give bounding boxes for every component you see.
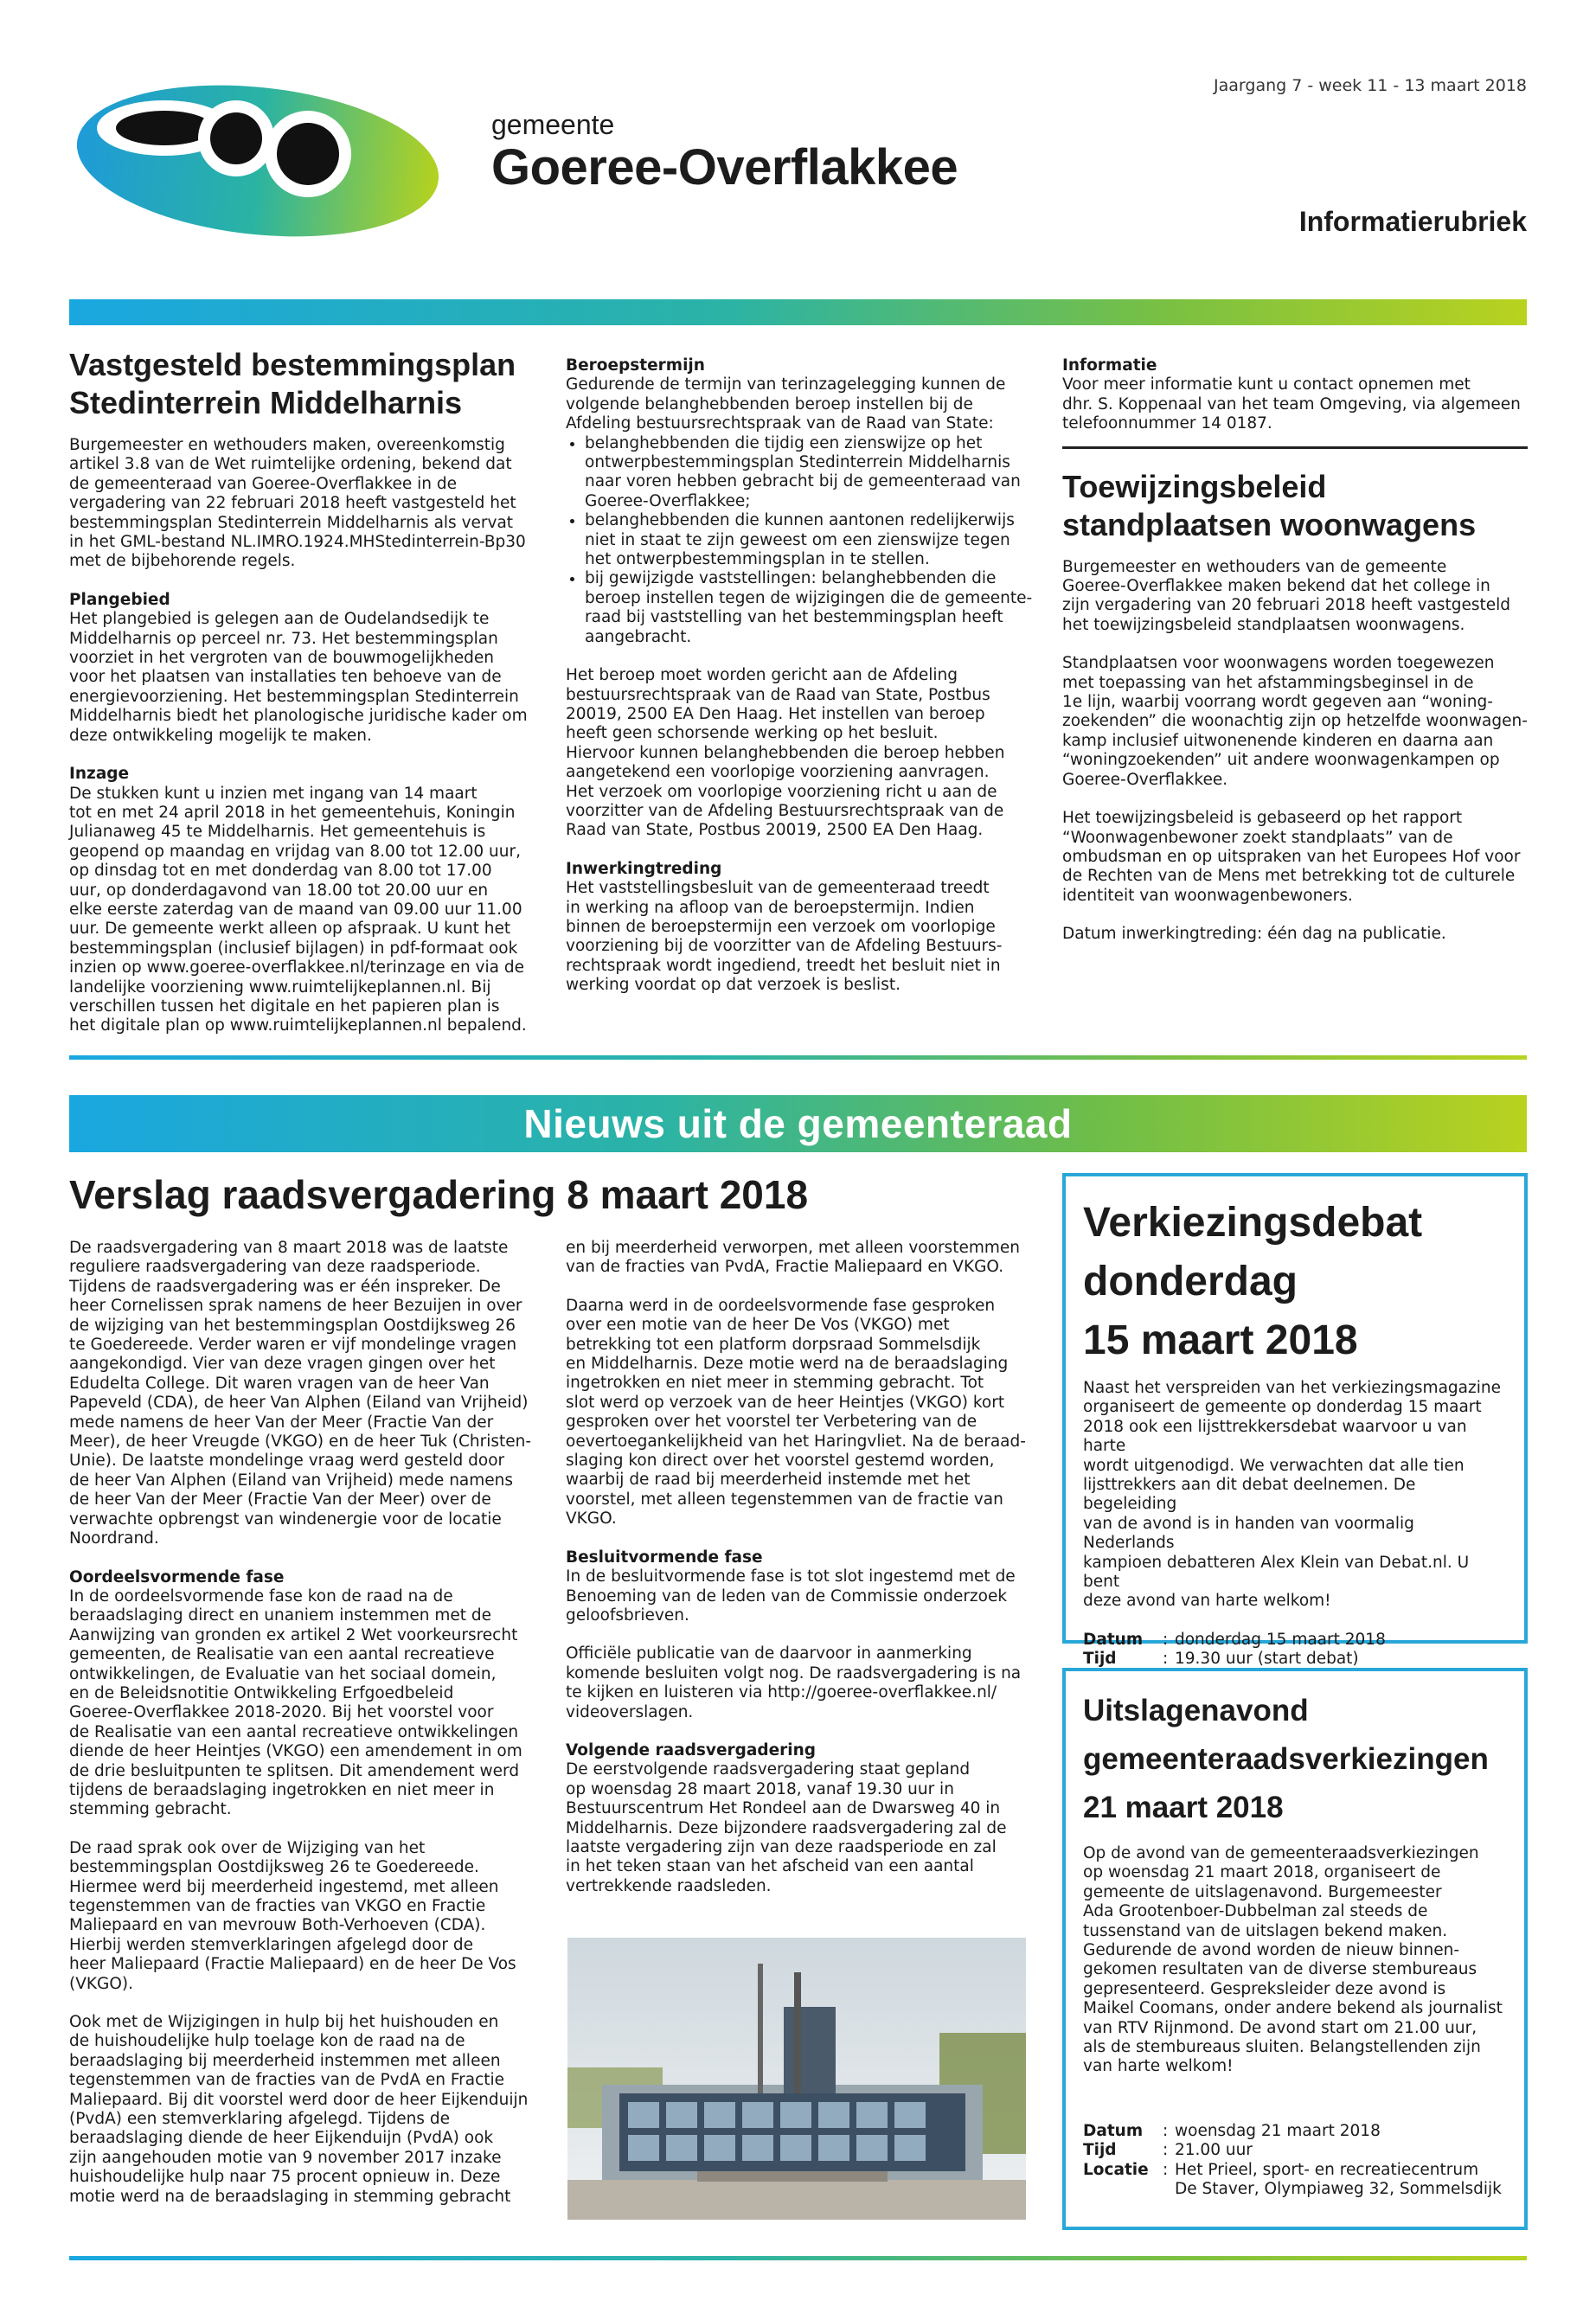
paragraph: Het plangebied is gelegen aan de Oudelandsedijk te Middelharnis op perceel nr. 73. Het bestemmingsplan voorziet in het vergroten van de bouwmogelijkheden voor het plaatsen van installaties ten behoeve van de energievoorziening. Het bestemmingsplan Stedinterrein Middelharnis biedt het planologische juridische kader om deze ontwikkeling mogelijk te maken.	[69, 610, 528, 745]
issue-info: Jaargang 7 - week 11 - 13 maart 2018	[1214, 76, 1527, 95]
detail-label: Tijd	[1083, 1650, 1117, 1669]
report-column-2	[566, 1239, 1033, 1915]
paragraph: Burgemeester en wethouders van de gemeente Goeree-Overflakkee maken bekend dat het college in zijn vergadering van 20 februari 2018 heeft vastgesteld het toewijzingsbeleid standplaatsen woonwagens.	[1062, 557, 1510, 634]
paragraph: Ook met de Wijzigingen in hulp bij het huishouden en de huishoudelijke hulp toelage kon de raad na de beraadslaging bij meerderheid instemmen met alleen tegenstemmen van de fracties van de PvdA en Fractie Maliepaard. Bij dit voorstel werd door de heer Eijkenduijn (PvdA) een stemverklaring afgelegd. Tijdens de beraadslaging diende de heer Eijkenduijn (PvdA) ook zijn aangehouden motie van 9 november 2017 inzake huishoudelijke hulp naar 75 procent opnieuw in. Deze motie werd na de beraadslaging in stemming gebracht	[69, 2013, 529, 2206]
detail-label: Datum	[1083, 2121, 1144, 2140]
detail-label: Tijd	[1083, 2141, 1117, 2160]
paragraph: De raadsvergadering van 8 maart 2018 was de laatste reguliere raadsvergadering van deze raadsperiode. Tijdens de raadsvergadering was er één inspreker. De heer Cornelissen sprak namens de heer Bezuijen in over de wijziging van het bestemmingsplan Oostdijksweg 26 te Goedereede. Verder waren er vijf mondelinge vragen aangekondigd. Vier van deze vragen gingen over het Edudelta College. Dit waren vragen van de heer Van Papeveld (CDA), de heer Van Alphen (Eiland van Vrijheid) mede namens de heer Van der Meer (Fractie Van der Meer), de heer Vreugde (VKGO) en de heer Tuk (Christen- Unie). De laatste mondelinge vraag werd gesteld door de heer Van Alphen (Eiland van Vrijheid) mede namens de heer Van der Meer (Fractie Van der Meer) over de verwachte opbrengst van windenergie voor de locatie Noordrand.	[69, 1239, 532, 1548]
results-night-box	[1062, 1668, 1528, 2230]
box-title: Uitslagenavond gemeenteraadsverkiezingen 21 maart 2018	[1083, 1694, 1489, 1824]
event-details: Datum : woensdag 21 maart 2018 Tijd : 21.00 uur Locatie : Het Prieel, sport- en recreatiecentrum De Staver, Olympiaweg 32, Sommelsdijk	[1083, 2122, 1507, 2200]
paragraph: Datum inwerkingtreding: één dag na publicatie.	[1062, 925, 1446, 944]
subheading: Informatie	[1062, 356, 1157, 375]
paragraph: Officiële publicatie van de daarvoor in aanmerking komende besluiten volgt nog. De raadsvergadering is na te kijken en luisteren via http://goeree-overflakkee.nl/ videoverslagen.	[566, 1644, 1022, 1721]
paragraph: In de besluitvormende fase is tot slot ingestemd met de Benoeming van de leden van de Commissie onderzoek geloofsbrieven.	[566, 1567, 1016, 1625]
paragraph: Gedurende de termijn van terinzagelegging kunnen de volgende belanghebbenden beroep instellen bij de Afdeling bestuursrechtspraak van de Raad van State:	[566, 375, 1006, 433]
paragraph: Standplaatsen voor woonwagens worden toegewezen met toepassing van het afstammingsbeginsel in de 1e lijn, waarbij voorrang wordt gegeven aan “woning- zoekenden” die woonachtig zijn op hetzelfde woonwagen- kamp inclusief uitwonenende kinderen en daarna aan “woningzoekenden” uit andere woonwagenkampen op Goeree-Overflakkee.	[1062, 654, 1528, 789]
org-name: Goeree-Overflakkee	[491, 139, 958, 195]
subheading: Volgende raadsvergadering	[566, 1740, 817, 1759]
top-color-band	[69, 299, 1527, 325]
paragraph: en bij meerderheid verworpen, met alleen voorstemmen van de fracties van PvdA, Fractie Maliepaard en VKGO.	[566, 1239, 1020, 1277]
subheading: Plangebied	[69, 590, 170, 609]
subheading: Beroepstermijn	[566, 356, 705, 375]
article-bestemmingsplan-cont	[566, 356, 1033, 1015]
paragraph: Burgemeester en wethouders maken, overeenkomstig artikel 3.8 van de Wet ruimtelijke ordening, bekend dat de gemeenteraad van Goeree-Overflakkee in de vergadering van 22 februari 2018 heeft vastgesteld het bestemmingsplan Stedinterrein Middelharnis als vervat in het GML-bestand NL.IMRO.1924.MHStedinterrein-Bp30 met de bijbehorende regels.	[69, 436, 526, 571]
paragraph: Het toewijzingsbeleid is gebaseerd op het rapport “Woonwagenbewoner zoekt standplaats” van de ombudsman en op uitspraken van het Europees Hof voor de Rechten van de Mens met betrekking tot de culturele identiteit van woonwagenbewoners.	[1062, 809, 1521, 905]
report-column-1	[69, 1239, 541, 2226]
paragraph: De eerstvolgende raadsvergadering staat gepland op woensdag 28 maart 2018, vanaf 19.30 uur in Bestuurscentrum Het Rondeel aan de Dwarsweg 40 in Middelharnis. Deze bijzondere raadsvergadering zal de laatste vergadering zijn van deze raadsperiode en zal in het teken staan van het afscheid van een aantal vertrekkende raadsleden.	[566, 1760, 1007, 1895]
subheading: Oordeelsvormende fase	[69, 1567, 285, 1586]
detail-value: woensdag 21 maart 2018	[1175, 2121, 1381, 2140]
paragraph: De stukken kunt u inzien met ingang van 14 maart tot en met 24 april 2018 in het gemeentehuis, Koningin Julianaweg 45 te Middelharnis. Het gemeentehuis is geopend op maandag en vrijdag van 8.00 tot 12.00 uur, op dinsdag tot en met donderdag van 8.00 tot 17.00 uur, op donderdagavond van 18.00 tot 20.00 uur en elke eerste zaterdag van de maand van 09.00 uur 11.00 uur. De gemeente werkt alleen op afspraak. U kunt het bestemmingsplan (inclusief bijlagen) in pdf-formaat ook inzien op www.goeree-overflakkee.nl/terinzage en via de landelijke voorziening www.ruimtelijkeplannen.nl. Bij verschillen tussen het digitale en het papieren plan is het digitale plan op www.ruimtelijkeplannen.nl bepalend.	[69, 784, 527, 1035]
paragraph: Het vaststellingsbesluit van de gemeenteraad treedt in werking na afloop van de beroepstermijn. Indien binnen de beroepstermijn een verzoek om voorlopige voorziening bij de voorzitter van de Afdeling Bestuurs- rechtspraak wordt ingediend, treedt het besluit niet in werking voordat op dat verzoek is beslist.	[566, 879, 1003, 995]
bullet-list	[566, 434, 1033, 647]
section-label: Informatierubriek	[1298, 206, 1527, 237]
subheading: Inzage	[69, 765, 130, 784]
town-hall-photo	[567, 1938, 1026, 2220]
subheading: Besluitvormende fase	[566, 1548, 763, 1567]
section-divider	[69, 1055, 1527, 1060]
detail-value: donderdag 15 maart 2018	[1175, 1630, 1386, 1649]
article-bestemmingsplan	[69, 346, 536, 1055]
paragraph: Naast het verspreiden van het verkiezingsmagazine organiseert de gemeente op donderdag 15 maart 2018 ook een lijsttrekkersdebat waarvoor u van harte wordt uitgenodigd. We verwachten dat alle tien lijsttrekkers aan dit debat deelnemen. De begeleiding van de avond is in handen van voormalig Nederlands kampioen debatteren Alex Klein van Debat.nl. U bent deze avond van harte welkom!	[1083, 1379, 1501, 1611]
list-item: • bij gewijzigde vaststellingen: belanghebbenden die beroep instellen tegen de wijzigingen die de gemeente- raad bij vaststelling van het bestemmingsplan heeft aangebracht.	[585, 569, 1033, 647]
article-title: Vastgesteld bestemmingsplan Stedinterrein Middelharnis	[69, 347, 516, 420]
report-title: Verslag raadsvergadering 8 maart 2018	[69, 1172, 809, 1217]
box-title: Verkiezingsdebat donderdag 15 maart 2018	[1083, 1200, 1423, 1363]
paragraph: De raad sprak ook over de Wijziging van het bestemmingsplan Oostdijksweg 26 te Goedereede. Hiermee werd bij meerderheid ingestemd, met alleen tegenstemmen van de fracties van VKGO en Fractie Maliepaard en van mevrouw Both-Verhoeven (CDA). Hierbij werden stemverklaringen afgelegd door de heer Maliepaard (Fractie Maliepaard) en de heer De Vos (VKGO).	[69, 1838, 516, 1993]
column-info	[1062, 356, 1528, 964]
detail-value: Het Prieel, sport- en recreatiecentrum De Staver, Olympiaweg 32, Sommelsdijk	[1175, 2160, 1502, 2199]
paragraph: Voor meer informatie kunt u contact opnemen met dhr. S. Koppenaal van het team Omgeving, via algemeen telefoonnummer 14 0187.	[1062, 375, 1521, 433]
list-item: • belanghebbenden die tijdig een zienswijze op het ontwerpbestemmingsplan Stedinterrein Middelharnis naar voren hebben gebracht bij de gemeenteraad van Goeree-Overflakkee;	[585, 434, 1033, 512]
article-title: Toewijzingsbeleid standplaatsen woonwagens	[1062, 468, 1477, 542]
divider	[1062, 446, 1528, 449]
debate-box	[1062, 1173, 1528, 1669]
list-item: • belanghebbenden die kunnen aantonen redelijkerwijs niet in staat te zijn geweest om een zienswijze tegen het ontwerpbestemmingsplan in te stellen.	[585, 511, 1033, 569]
paragraph: Het beroep moet worden gericht aan de Afdeling bestuursrechtspraak van de Raad van State, Postbus 20019, 2500 EA Den Haag. Het instellen van beroep heeft geen schorsende werking op het besluit. Hiervoor kunnen belanghebbenden die beroep hebben aangetekend een voorlopige voorziening aanvragen. Het verzoek om voorlopige voorziening richt u aan de voorzitter van de Afdeling Bestuursrechtspraak van de Raad van State, Postbus 20019, 2500 EA Den Haag.	[566, 666, 1005, 840]
event-details: Datum : donderdag 15 maart 2018 Tijd : 19.30 uur (start debat)	[1083, 1631, 1507, 1708]
org-name-small: gemeente	[491, 109, 615, 140]
paragraph: Daarna werd in de oordeelsvormende fase gesproken over een motie van de heer De Vos (VKGO) met betrekking tot een platform dorpsraad Sommelsdijk en Middelharnis. Deze motie werd na de beraadslaging ingetrokken en niet meer in stemming gebracht. Tot slot werd op verzoek van de heer Heintjes (VKGO) kort gesproken over het voorstel ter Verbetering van de oevertoegankelijkheid van het Haringvliet. Na de beraad- slaging kon direct over het voorstel gestemd worden, waarbij de raad bij meerderheid instemde met het voorstel, met alleen tegenstemmen van de fractie van VKGO.	[566, 1296, 1026, 1529]
paragraph: Op de avond van de gemeenteraadsverkiezingen op woensdag 21 maart 2018, organiseert de gemeente de uitslagenavond. Burgemeester Ada Grootenboer-Dubbelman zal steeds de tussenstand van de uitslagen bekend maken. Gedurende de avond worden de nieuw binnen- gekomen resultaten van de diverse stembureaus gepresenteerd. Gespreksleider deze avond is Maikel Coomans, onder andere bekend als journalist van RTV Rijnmond. De avond start om 21.00 uur, als de stembureaus sluiten. Belangstellenden zijn van harte welkom!	[1083, 1844, 1503, 2076]
detail-value: 21.00 uur	[1175, 2141, 1253, 2160]
news-band-title: Nieuws uit de gemeenteraad	[523, 1101, 1073, 1146]
municipality-logo	[67, 74, 448, 247]
detail-label: Datum	[1083, 1630, 1144, 1649]
paragraph: In de oordeelsvormende fase kon de raad na de beraadslaging direct en unaniem instemmen met de Aanwijzing van gronden ex artikel 2 Wet voorkeursrecht gemeenten, de Realisatie van een aantal recreatieve ontwikkelingen, de Evaluatie van het sociaal domein, en de Beleidsnotitie Ontwikkeling Erfgoedbeleid Goeree-Overflakkee 2018-2020. Bij het voorstel voor de Realisatie van een aantal recreatieve ontwikkelingen diende de heer Heintjes (VKGO) een amendement in om de drie besluitpunten te splitsen. Dit amendement werd tijdens de beraadslaging ingetrokken en niet meer in stemming gebracht.	[69, 1586, 522, 1819]
detail-value: 19.30 uur (start debat)	[1175, 1650, 1359, 1669]
subheading: Inwerkingtreding	[566, 859, 722, 878]
detail-label: Locatie	[1083, 2160, 1149, 2179]
bottom-divider	[69, 2256, 1527, 2260]
